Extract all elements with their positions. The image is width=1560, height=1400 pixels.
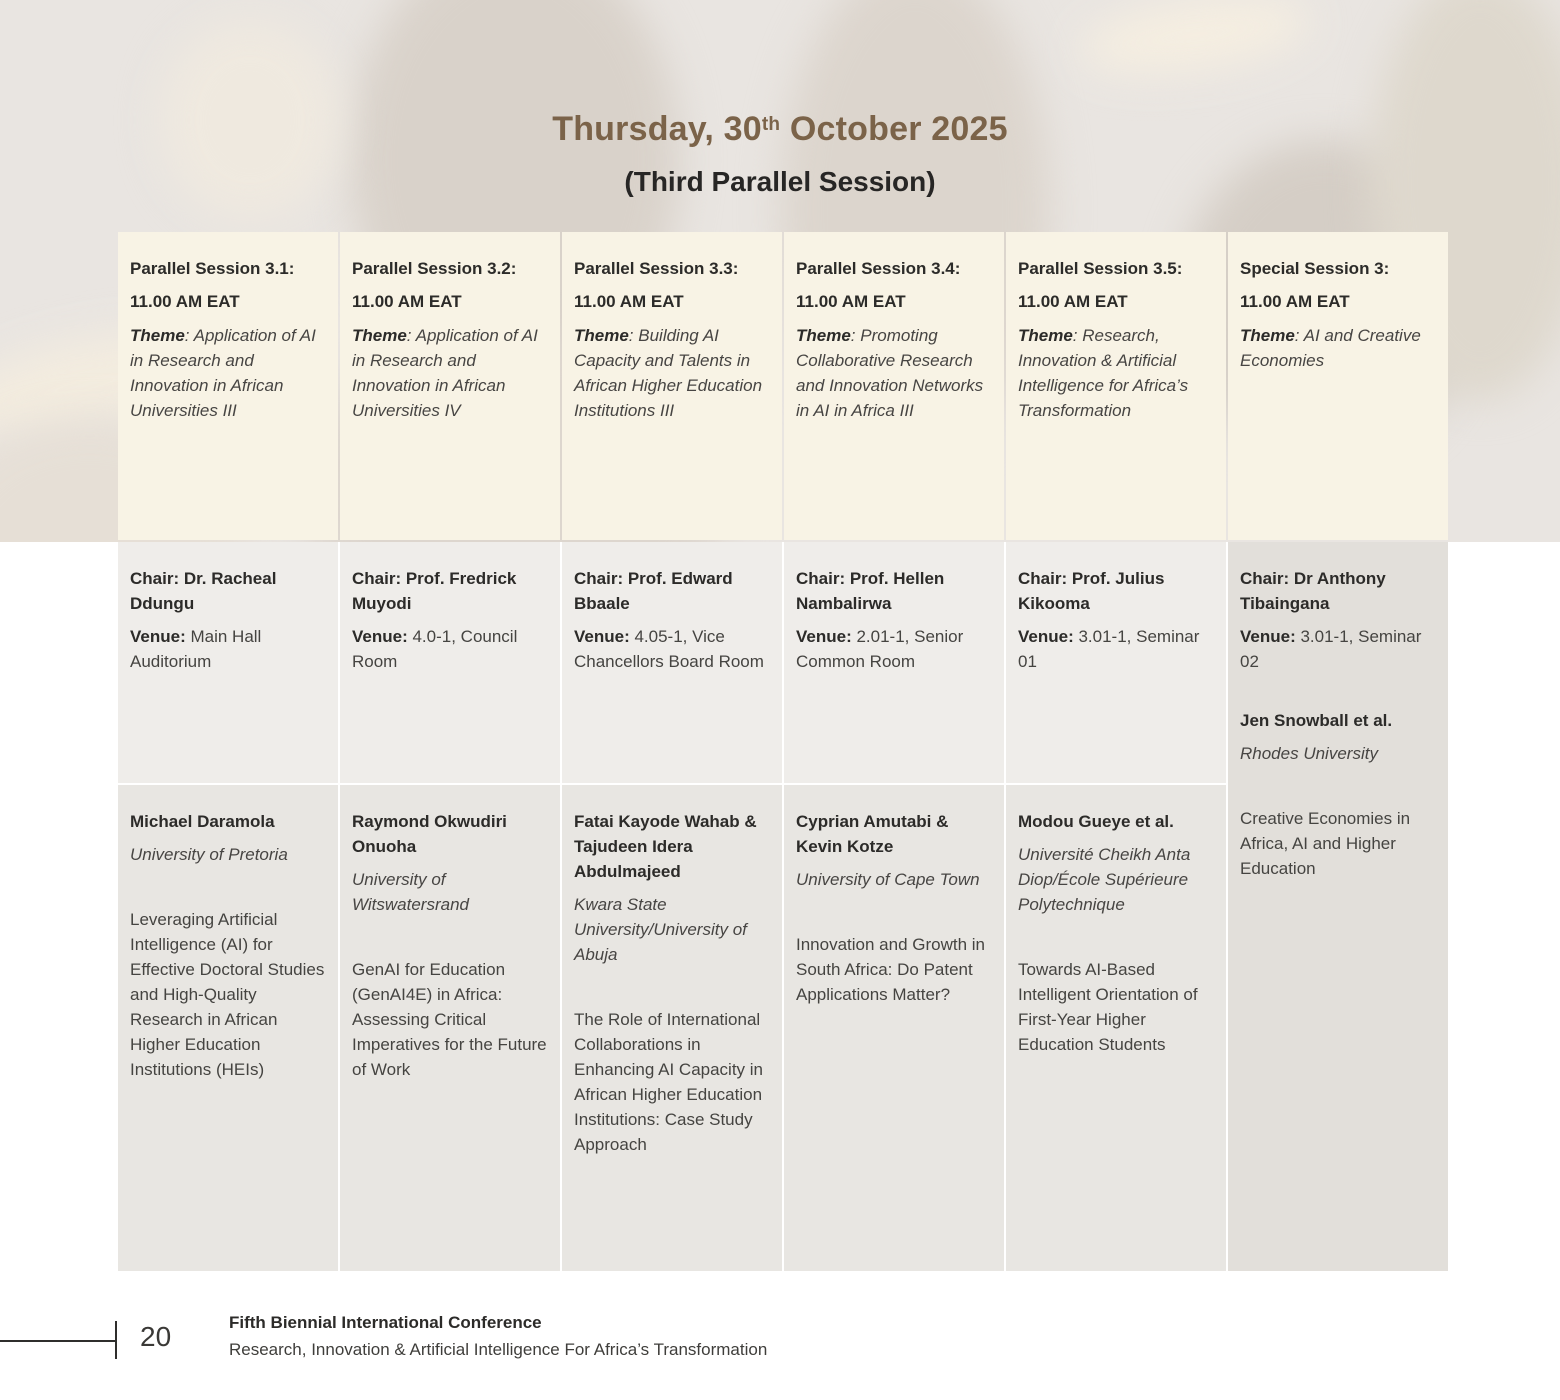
session-header-cell-3-2 — [340, 232, 560, 540]
speaker-affiliation: University of Pretoria — [130, 845, 288, 864]
venue-label: Venue: — [130, 627, 186, 646]
chair-name: Chair: Dr Anthony Tibaingana — [1240, 569, 1386, 613]
session-name: Parallel Session 3.5: — [1018, 259, 1183, 278]
page-title-ordinal: th — [761, 114, 781, 136]
session-chair-cell-3-4 — [784, 542, 1004, 783]
session-theme — [1240, 323, 1437, 373]
session-theme — [1018, 323, 1215, 423]
paper-title: Creative Economies in Africa, AI and Higher Education — [1240, 809, 1411, 878]
session-time: 11.00 AM EAT — [130, 292, 240, 311]
conference-name: Fifth Biennial International Conference — [229, 1313, 542, 1332]
speaker-name: Michael Daramola — [130, 812, 275, 831]
theme-label: Theme — [1240, 326, 1295, 345]
session-name: Parallel Session 3.4: — [796, 259, 961, 278]
venue-label: Venue: — [796, 627, 852, 646]
speaker-name: Jen Snowball et al. — [1240, 711, 1393, 730]
theme-label: Theme — [1018, 326, 1073, 345]
sessions-table — [118, 232, 1448, 1271]
venue-text: 4.0-1, Council Room — [352, 627, 518, 671]
session-theme — [130, 323, 327, 423]
session-speaker-cell-3-1 — [118, 785, 338, 1271]
session-chair-cell-3-3 — [562, 542, 782, 783]
session-theme — [352, 323, 549, 423]
paper-title: Leveraging Artificial Intelligence (AI) for Effective Doctoral Studies and High-Quality Research in African Higher Education Institutions (HEIs) — [130, 910, 325, 1079]
venue-text: 3.01-1, Seminar 01 — [1018, 627, 1200, 671]
session-time: 11.00 AM EAT — [1240, 292, 1350, 311]
session-header-cell-3-1 — [118, 232, 338, 540]
chair-name: Chair: Prof. Fredrick Muyodi — [352, 569, 517, 613]
speaker-affiliation: Kwara State University/University of Abuja — [574, 895, 747, 964]
page-title-text: Thursday, 30 — [552, 110, 762, 148]
footer-rule-horizontal — [0, 1340, 116, 1342]
session-theme — [796, 323, 993, 423]
page-number: 20 — [140, 1321, 172, 1352]
session-header-cell-3-3 — [562, 232, 782, 540]
page-subtitle: (Third Parallel Session) — [624, 166, 936, 197]
paper-title: The Role of International Collaborations in Enhancing AI Capacity in African Higher Education Institutions: Case Study Approach — [574, 1010, 764, 1154]
session-time: 11.00 AM EAT — [796, 292, 906, 311]
theme-text: : Research, Innovation & Artificial Intelligence for Africa’s Transformation — [1018, 326, 1189, 420]
venue-text: 3.01-1, Seminar 02 — [1240, 627, 1422, 671]
venue-label: Venue: — [574, 627, 630, 646]
chair-name: Chair: Dr. Racheal Ddungu — [130, 569, 277, 613]
session-name: Parallel Session 3.3: — [574, 259, 739, 278]
footer-conference-block — [229, 1312, 767, 1361]
theme-label: Theme — [130, 326, 185, 345]
session-time: 11.00 AM EAT — [1018, 292, 1128, 311]
venue-text: Main Hall Auditorium — [130, 627, 262, 671]
session-header-cell-3-4 — [784, 232, 1004, 540]
speaker-affiliation: University of Cape Town — [796, 870, 980, 889]
session-speaker-cell-3-5 — [1006, 785, 1226, 1271]
session-header-cell-3-5 — [1006, 232, 1226, 540]
venue-text: 4.05-1, Vice Chancellors Board Room — [574, 627, 764, 671]
theme-text: : Promoting Collaborative Research and Innovation Networks in AI in Africa III — [796, 326, 984, 420]
page-title — [0, 110, 1560, 149]
session-name: Special Session 3: — [1240, 259, 1390, 278]
speaker-name: Raymond Okwudiri Onuoha — [352, 812, 507, 856]
session-speaker-cell-3-4 — [784, 785, 1004, 1271]
footer-rule-tick — [115, 1321, 117, 1359]
chair-name: Chair: Prof. Edward Bbaale — [574, 569, 733, 613]
venue-label: Venue: — [1240, 627, 1296, 646]
theme-text: : Application of AI in Research and Innovation in African Universities III — [130, 326, 316, 420]
speaker-affiliation: Université Cheikh Anta Diop/École Supérieure Polytechnique — [1018, 845, 1191, 914]
venue-label: Venue: — [352, 627, 408, 646]
session-speaker-cell-3-3 — [562, 785, 782, 1271]
session-speaker-cell-3-2 — [340, 785, 560, 1271]
page-title-text: October 2025 — [780, 110, 1008, 148]
speaker-name: Fatai Kayode Wahab & Tajudeen Idera Abdulmajeed — [574, 812, 757, 881]
theme-label: Theme — [574, 326, 629, 345]
venue-line — [574, 624, 771, 674]
session-time: 11.00 AM EAT — [574, 292, 684, 311]
speaker-name: Cyprian Amutabi & Kevin Kotze — [796, 812, 949, 856]
venue-text: 2.01-1, Senior Common Room — [796, 627, 964, 671]
session-header-cell-special-3 — [1228, 232, 1448, 540]
speaker-affiliation: Rhodes University — [1240, 744, 1378, 763]
venue-line — [352, 624, 549, 674]
speaker-affiliation: University of Witswatersrand — [352, 870, 469, 914]
session-name: Parallel Session 3.1: — [130, 259, 295, 278]
theme-text: : Building AI Capacity and Talents in African Higher Education Institutions III — [574, 326, 763, 420]
venue-label: Venue: — [1018, 627, 1074, 646]
chair-name: Chair: Prof. Julius Kikooma — [1018, 569, 1165, 613]
paper-title: Innovation and Growth in South Africa: Do Patent Applications Matter? — [796, 935, 986, 1004]
venue-line — [1018, 624, 1215, 674]
session-chair-cell-3-2 — [340, 542, 560, 783]
theme-label: Theme — [796, 326, 851, 345]
theme-label: Theme — [352, 326, 407, 345]
session-name: Parallel Session 3.2: — [352, 259, 517, 278]
session-time: 11.00 AM EAT — [352, 292, 462, 311]
session-theme — [574, 323, 771, 423]
venue-line — [796, 624, 993, 674]
session-chair-cell-3-1 — [118, 542, 338, 783]
conference-tagline: Research, Innovation & Artificial Intelligence For Africa’s Transformation — [229, 1340, 768, 1359]
speaker-name: Modou Gueye et al. — [1018, 812, 1174, 831]
paper-title: GenAI for Education (GenAI4E) in Africa: Assessing Critical Imperatives for the Future of Work — [352, 960, 547, 1079]
venue-line — [130, 624, 327, 674]
session-chair-cell-3-5 — [1006, 542, 1226, 783]
special-session-details-cell — [1228, 542, 1448, 1271]
theme-text: : AI and Creative Economies — [1240, 326, 1421, 370]
theme-text: : Application of AI in Research and Innovation in African Universities IV — [352, 326, 538, 420]
chair-name: Chair: Prof. Hellen Nambalirwa — [796, 569, 945, 613]
hero-light-streak — [1076, 0, 1314, 86]
venue-line — [1240, 624, 1437, 674]
paper-title: Towards AI-Based Intelligent Orientation of First-Year Higher Education Students — [1018, 960, 1198, 1054]
